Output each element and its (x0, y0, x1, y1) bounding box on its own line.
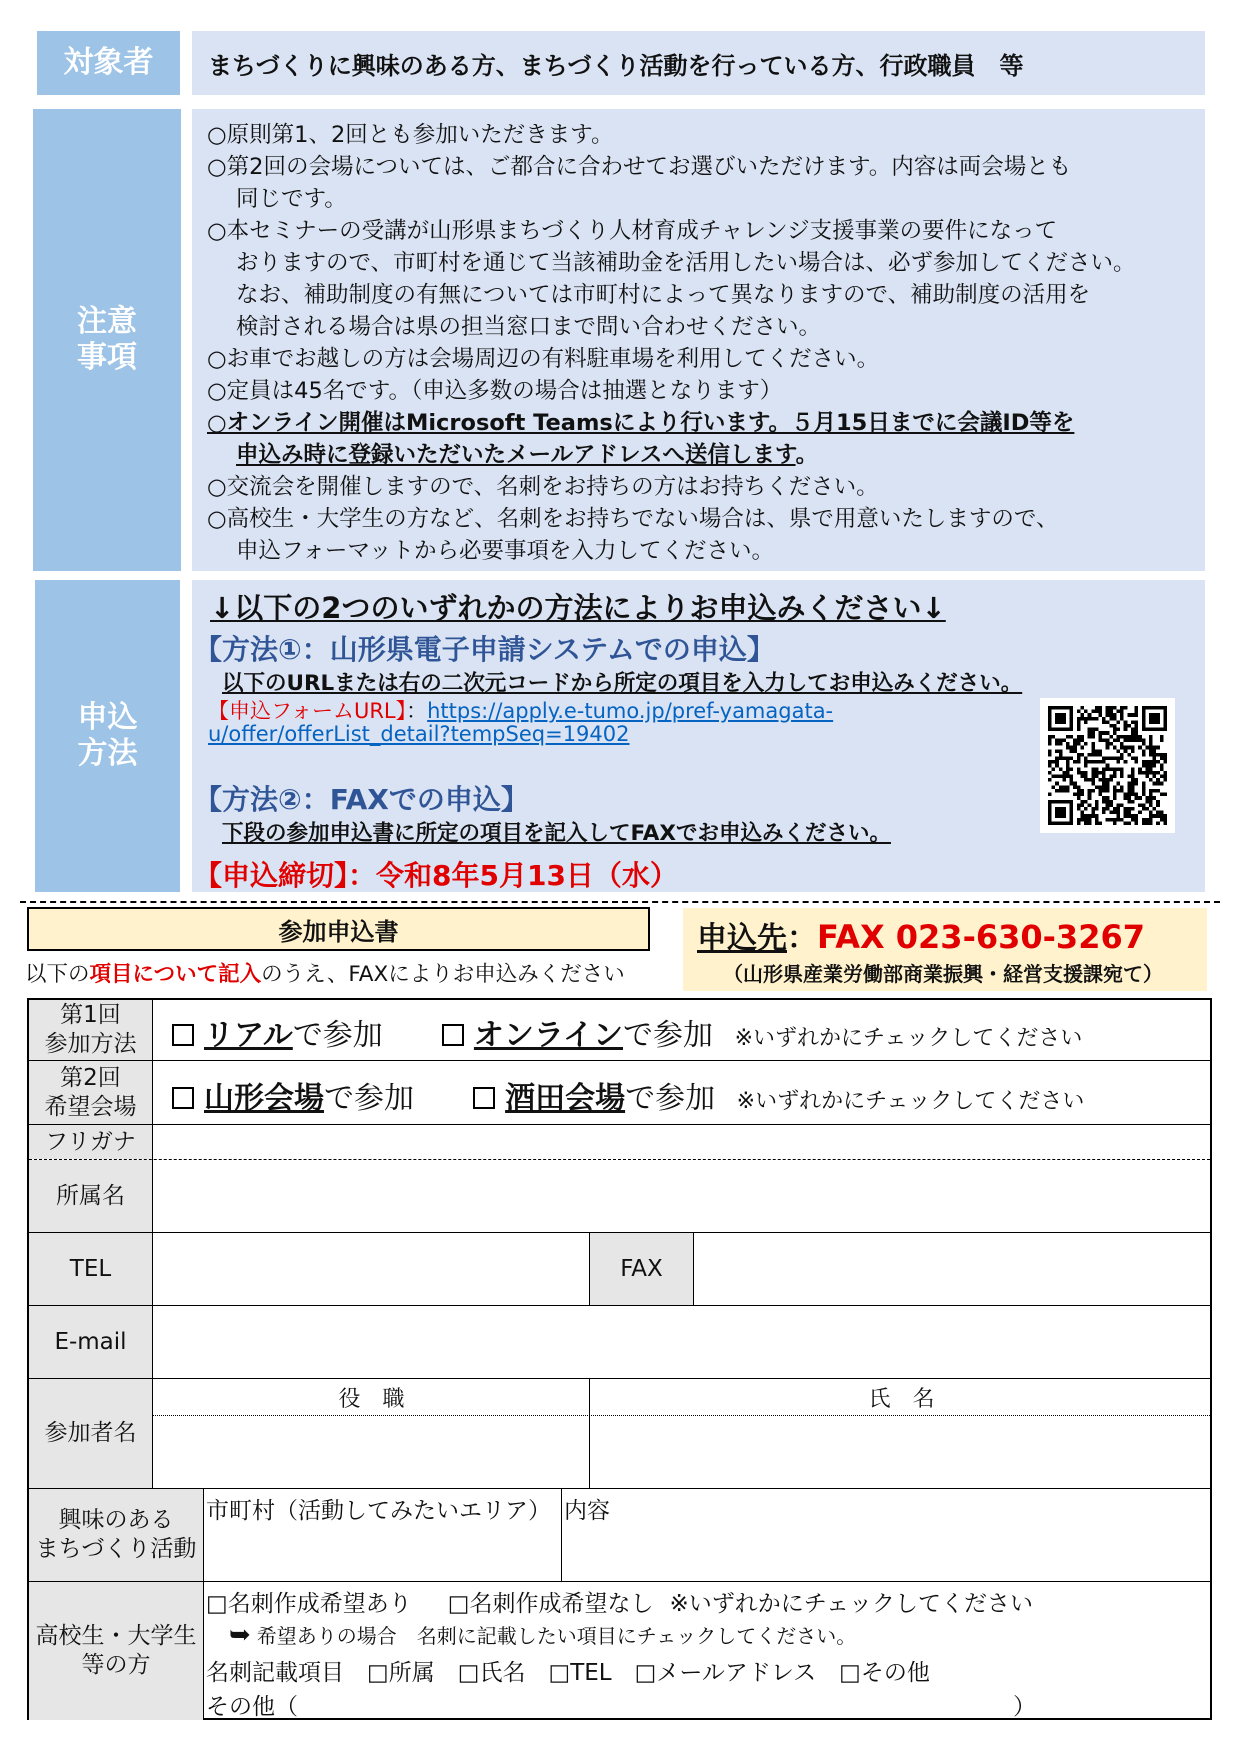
target-panel (192, 31, 1205, 95)
furigana-label: フリガナ (29, 1125, 152, 1159)
row1-label-a: 第1回 (60, 1002, 121, 1029)
url-line-2 (208, 722, 630, 746)
position-header: 役 職 (338, 1387, 405, 1412)
dest-label: 申込先 (697, 921, 787, 956)
name-header: 氏 名 (868, 1387, 935, 1412)
row2-label (29, 1061, 152, 1124)
note-line: ○お車でお越しの方は会場周辺の有料駐車場を利用してください。 (207, 346, 880, 372)
instr-red: 項目について記入 (89, 962, 262, 987)
note-line: ○第2回の会場については、ご都合に合わせてお選びいただけます。内容は両会場とも (207, 154, 1072, 180)
target-label: 対象者 (37, 31, 180, 95)
card-hint-row (229, 1620, 856, 1650)
row2-options (172, 1073, 1084, 1117)
dest-dept: （山形県産業労働部商業振興・経営支援課宛て） (723, 962, 1163, 986)
real-label: リアル (204, 1018, 293, 1053)
note-line: おりますので、市町村を通じて当該補助金を活用したい場合は、必ず参加してください。 (236, 250, 1136, 276)
student-label-a: 高校生・大学生 (35, 1623, 197, 1650)
method1-title: 【方法①：山形県電子申請システムでの申込】 (194, 633, 775, 666)
fax-label: FAX (590, 1233, 693, 1305)
destination-box (683, 908, 1207, 991)
form-title: 参加申込書 (278, 917, 399, 946)
area-header: 市町村（活動してみたいエリア） (206, 1498, 551, 1524)
card-items-row[interactable]: 名刺記載項目 □所属 □氏名 □TEL □メールアドレス □その他 (206, 1660, 930, 1686)
note-line: ○原則第1、2回とも参加いただきます。 (207, 122, 614, 148)
cut-line (20, 901, 1220, 903)
note-line: 検討される場合は県の担当窓口まで問い合わせください。 (236, 314, 822, 340)
online-checkbox[interactable] (442, 1024, 464, 1046)
furigana-input[interactable] (154, 1126, 1212, 1158)
instr-pre: 以下の (25, 962, 90, 987)
affiliation-label: 所属名 (29, 1160, 152, 1232)
apply-label-line2: 方法 (77, 736, 138, 771)
qr-code-image (1048, 706, 1167, 825)
form-instruction (25, 957, 625, 988)
card-choice-row (206, 1585, 1033, 1618)
email-input[interactable] (154, 1307, 1212, 1377)
interest-label (29, 1489, 203, 1581)
sakata-rest: で参加 (625, 1081, 716, 1116)
note-line: ○定員は45名です。（申込多数の場合は抽選となります） (207, 378, 783, 404)
other-open: その他（ (206, 1694, 298, 1720)
apply-label (35, 580, 180, 892)
interest-label-a: 興味のある (58, 1507, 174, 1534)
form-title-box (27, 907, 650, 951)
apply-headline: ↓以下の2つのいずれかの方法によりお申込みください↓ (210, 591, 946, 625)
real-rest: で参加 (292, 1018, 383, 1053)
note-line: ○交流会を開催しますので、名刺をお持ちの方はお持ちください。 (207, 474, 879, 500)
method2-desc: 下段の参加申込書に所定の項目を記入してFAXでお申込みください。 (222, 821, 891, 846)
area-input[interactable] (206, 1525, 559, 1579)
card-yes-option[interactable]: □名刺作成希望あり (206, 1591, 412, 1617)
method2-title: 【方法②：FAXでの申込】 (194, 783, 529, 816)
target-text: まちづくりに興味のある方、まちづくり活動を行っている方、行政職員 等 (208, 51, 1024, 80)
row1-label (29, 1000, 152, 1060)
fax-input[interactable] (695, 1234, 1212, 1304)
note-line: なお、補助制度の有無については市町村によって異なりますので、補助制度の活用を (236, 282, 1091, 308)
note-line: 同じです。 (236, 186, 347, 212)
position-input[interactable] (154, 1417, 588, 1487)
row2-label-a: 第2回 (60, 1064, 121, 1091)
row1-options (172, 1010, 1082, 1054)
note-line-online: ○オンライン開催はMicrosoft Teamsにより行います。５月15日までに会議ID等を (207, 410, 1075, 436)
tel-label: TEL (29, 1233, 152, 1305)
content-header: 内容 (564, 1498, 610, 1524)
url-colon: ： (406, 699, 428, 723)
tel-input[interactable] (154, 1234, 588, 1304)
url-label: 【申込フォームURL】 (208, 699, 407, 723)
other-close: ） (1013, 1694, 1036, 1720)
yamagata-rest: で参加 (324, 1081, 414, 1116)
card-note: ※いずれかにチェックしてください (669, 1591, 1034, 1617)
deadline: 【申込締切】：令和8年5月13日（水） (194, 859, 678, 892)
note-line: 申込フォーマットから必要事項を入力してください。 (236, 538, 774, 564)
student-label (29, 1582, 203, 1720)
note-line: ○高校生・大学生の方など、名刺をお持ちでない場合は、県で用意いたしますので、 (207, 506, 1059, 532)
sakata-label: 酒田会場 (505, 1081, 626, 1116)
participant-label: 参加者名 (29, 1379, 152, 1488)
affiliation-input[interactable] (154, 1161, 1212, 1231)
note-line: ○本セミナーの受講が山形県まちづくり人材育成チャレンジ支援事業の要件になって (207, 218, 1058, 244)
url-line-1 (208, 695, 833, 725)
apply-label-line1: 申込 (77, 700, 138, 735)
apply-panel (192, 580, 1205, 892)
arrow-turn-right-icon: ➥ (229, 1620, 251, 1650)
notes-panel (192, 109, 1205, 571)
real-checkbox[interactable] (172, 1024, 194, 1046)
content-input[interactable] (564, 1525, 1212, 1579)
name-input[interactable] (591, 1417, 1212, 1487)
card-no-option[interactable]: □名刺作成希望なし (447, 1591, 654, 1617)
yamagata-label: 山形会場 (204, 1081, 324, 1116)
method1-desc: 以下のURLまたは右の二次元コードから所定の項目を入力してお申込みください。 (222, 671, 1023, 696)
application-form (27, 998, 1212, 1720)
row2-note: ※いずれかにチェックしてください (736, 1089, 1085, 1114)
yamagata-checkbox[interactable] (172, 1087, 194, 1109)
notes-label-line2: 事項 (77, 340, 137, 375)
row1-label-b: 参加方法 (44, 1031, 137, 1057)
card-hint: 希望ありの場合 名刺に記載したい項目にチェックしてください。 (256, 1624, 857, 1648)
interest-label-b: まちづくり活動 (35, 1536, 197, 1562)
notes-label (33, 109, 181, 571)
sakata-checkbox[interactable] (473, 1087, 495, 1109)
student-label-b: 等の方 (81, 1652, 151, 1678)
notes-label-line1: 注意 (77, 304, 137, 339)
row2-label-b: 希望会場 (44, 1093, 137, 1120)
dest-colon: ： (787, 921, 817, 956)
form-url-link-cont[interactable]: u/offer/offerList_detail?tempSeq=19402 (208, 722, 630, 746)
note-line-online-2: 申込み時に登録いただいたメールアドレスへ送信します。 (236, 442, 819, 468)
online-rest: で参加 (623, 1018, 714, 1053)
qr-code[interactable] (1040, 698, 1175, 833)
dest-fax: FAX 023-630-3267 (817, 918, 1145, 956)
instr-post: のうえ、FAXによりお申込みください (261, 962, 625, 987)
other-row[interactable] (206, 1688, 1036, 1721)
online-label: オンライン (473, 1018, 624, 1053)
form-url-link[interactable]: https://apply.e-tumo.jp/pref-yamagata- (427, 699, 834, 723)
row1-note: ※いずれかにチェックしてください (734, 1026, 1083, 1051)
email-label: E-mail (29, 1306, 152, 1378)
